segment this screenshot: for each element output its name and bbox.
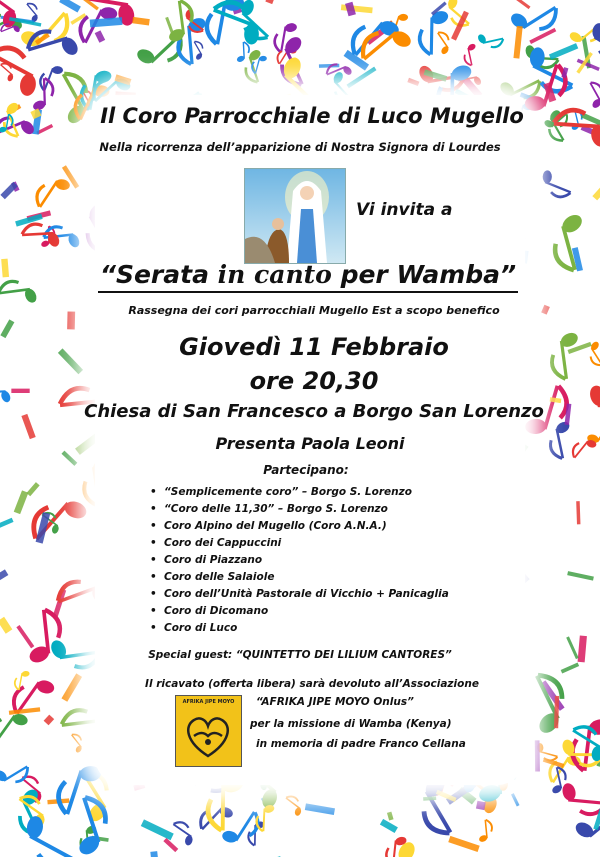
event-title-part1: “Serata bbox=[99, 260, 218, 289]
list-item: • Coro delle Salaiole bbox=[150, 569, 449, 586]
list-item: • “Semplicemente coro” – Borgo S. Lorenzo bbox=[150, 484, 449, 501]
list-item: • Coro di Piazzano bbox=[150, 552, 449, 569]
lourdes-madonna-image bbox=[244, 168, 346, 264]
list-item: • Coro dei Cappuccini bbox=[150, 535, 449, 552]
proceeds-line: Il ricavato (offerta libera) sarà devoluto all’Associazione bbox=[145, 678, 479, 690]
invite-text: Vi invita a bbox=[356, 200, 453, 220]
list-item: • Coro di Luco bbox=[150, 620, 449, 637]
participants-label: Partecipano: bbox=[263, 463, 349, 477]
event-title bbox=[8, 260, 600, 289]
occasion-subtitle: Nella ricorrenza dell’apparizione di Nostra Signora di Lourdes bbox=[99, 140, 501, 154]
association-name: “AFRIKA JIPE MOYO Onlus” bbox=[256, 696, 414, 708]
event-date: Giovedì 11 Febbraio bbox=[179, 333, 449, 361]
event-time: ore 20,30 bbox=[249, 367, 379, 395]
list-item: • Coro Alpino del Mugello (Coro A.N.A.) bbox=[150, 518, 449, 535]
logo-text: AFRIKA JIPE MOYO bbox=[182, 699, 235, 705]
afrika-jipe-moyo-logo bbox=[175, 695, 242, 767]
choir-list bbox=[150, 484, 449, 637]
list-item: • Coro di Dicomano bbox=[150, 603, 449, 620]
event-presenter: Presenta Paola Leoni bbox=[215, 434, 405, 453]
choir-title: Il Coro Parrocchiale di Luco Mugello bbox=[100, 104, 524, 128]
special-guest: Special guest: “QUINTETTO DEI LILIUM CANTORES” bbox=[148, 649, 452, 661]
event-place: Chiesa di San Francesco a Borgo San Lorenzo bbox=[84, 401, 544, 422]
list-item: • “Coro delle 11,30” – Borgo S. Lorenzo bbox=[150, 501, 449, 518]
memorial-text: in memoria di padre Franco Cellana bbox=[256, 738, 466, 750]
mission-text: per la missione di Wamba (Kenya) bbox=[250, 718, 452, 730]
event-description: Rassegna dei cori parrocchiali Mugello Est a scopo benefico bbox=[128, 304, 500, 317]
list-item: • Coro dell’Unità Pastorale di Vicchio + Panicaglia bbox=[150, 586, 449, 603]
event-title-in-canto: in canto bbox=[217, 260, 332, 289]
event-title-part2: per Wamba” bbox=[331, 260, 517, 289]
